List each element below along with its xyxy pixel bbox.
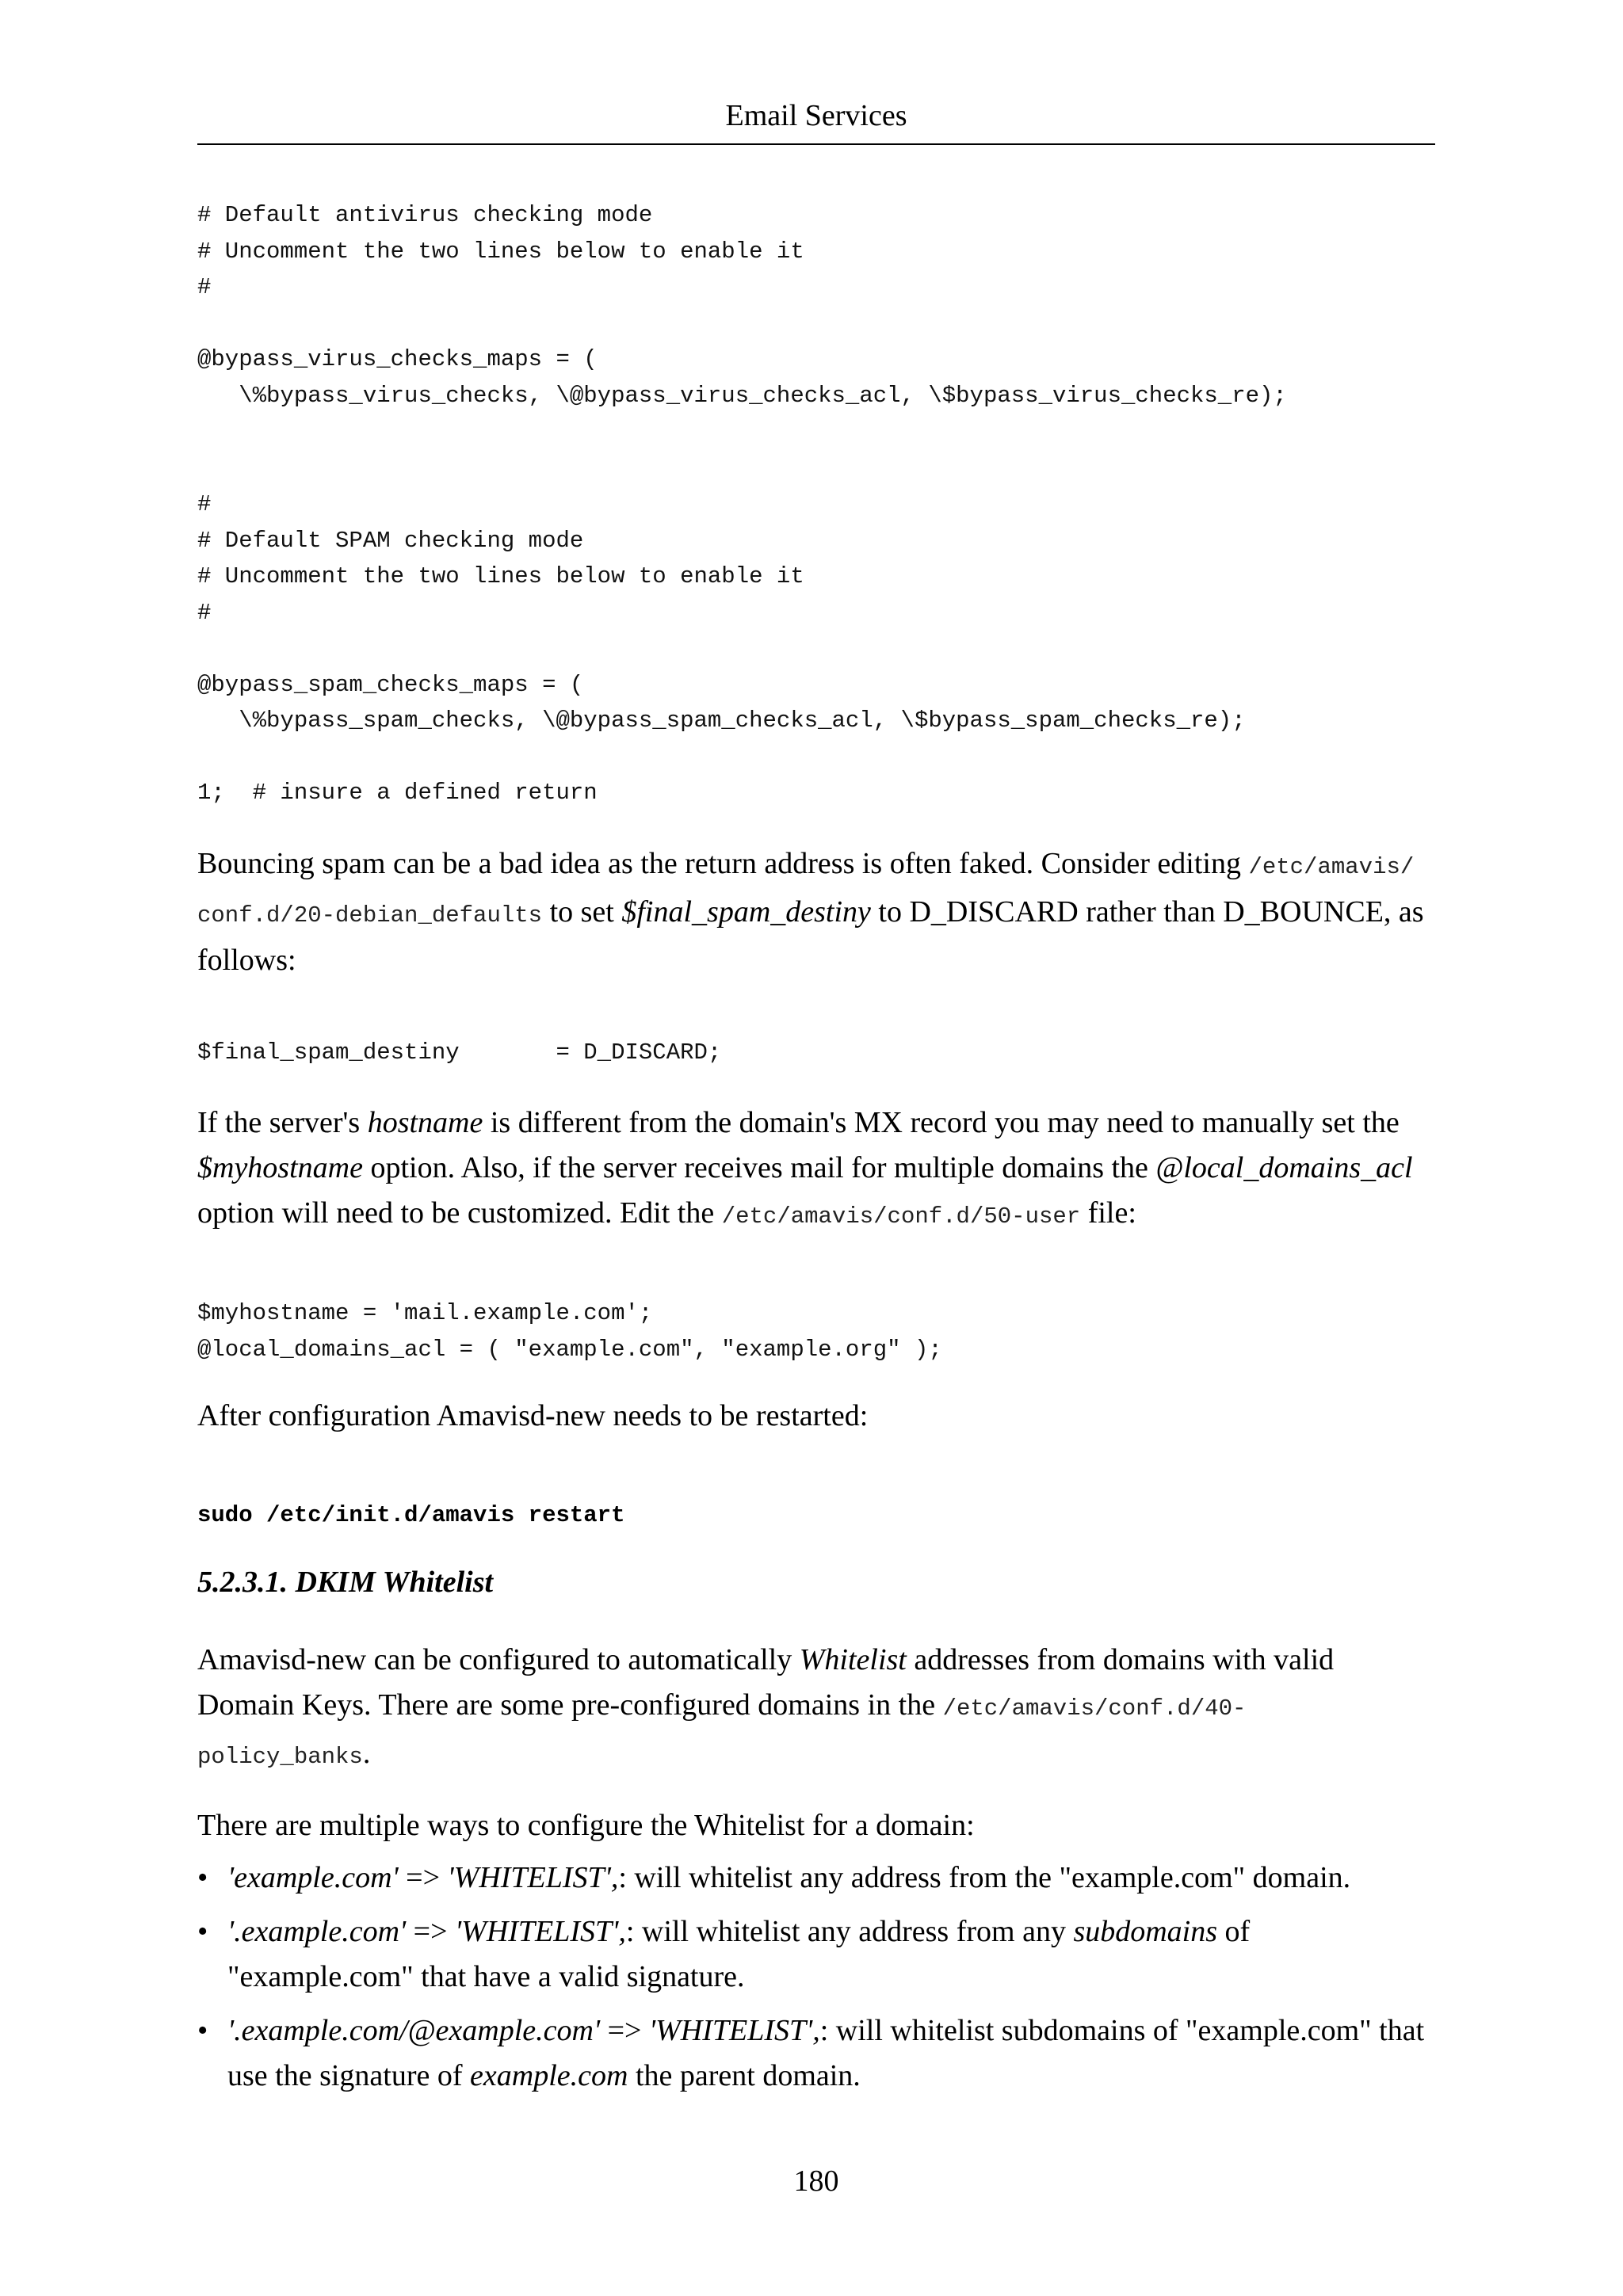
- paragraph-whitelist-ways: There are multiple ways to configure the Whitelist for a domain:: [197, 1809, 975, 1842]
- emphasis-myhostname: $myhostname: [197, 1151, 363, 1184]
- paragraph-bouncing-spam: Bouncing spam can be a bad idea as the return address is often faked. Consider editing /etc/amavis/ conf.d/20-debian_defaults to set $final_spam_destiny to D_DISCARD rather than D_BOUNCE, as follows:: [197, 847, 1424, 977]
- running-header: Email Services: [725, 99, 907, 132]
- paragraph-restart: After configuration Amavisd-new needs to be restarted:: [197, 1399, 869, 1432]
- list-item: • '.example.com' => 'WHITELIST',: will whitelist any address from any subdomains of "example.com" that have a valid signature.: [197, 1909, 1435, 2000]
- list-item: • '.example.com/@example.com' => 'WHITELIST',: will whitelist subdomains of "example.com" that use the signature of example.com the parent domain.: [197, 2008, 1435, 2099]
- inline-code-path: /etc/amavis/conf.d/50-user: [721, 1203, 1081, 1230]
- page-number: 180: [793, 2164, 839, 2198]
- code-block-spam-checks: # # Default SPAM checking mode # Uncomment the two lines below to enable it # @bypass_spam_checks_maps = ( \%bypass_spam_checks, \@bypass_spam_checks_acl, \$bypass_spam_checks_re); 1; # insure a defined return: [197, 491, 1246, 806]
- inline-code-path: /etc/amavis/conf.d/40- policy_banks: [197, 1695, 1247, 1770]
- emphasis-whitelist: Whitelist: [799, 1643, 907, 1676]
- section-heading-dkim-whitelist: 5.2.3.1. DKIM Whitelist: [197, 1566, 494, 1599]
- bullet: •: [197, 1861, 208, 1894]
- bullet: •: [197, 1915, 208, 1948]
- emphasis-local-domains-acl: @local_domains_acl: [1155, 1151, 1413, 1184]
- code-block-final-spam-destiny: $final_spam_destiny = D_DISCARD;: [197, 1039, 722, 1066]
- emphasis-variable: $final_spam_destiny: [621, 895, 871, 929]
- code-block-virus-checks: # Default antivirus checking mode # Uncomment the two lines below to enable it # @bypass_virus_checks_maps = ( \%bypass_virus_checks, \@bypass_virus_checks_acl, \$bypass_virus_checks_re);: [197, 202, 1287, 409]
- paragraph-dkim-intro: Amavisd-new can be configured to automatically Whitelist addresses from domains with valid Domain Keys. There are some pre-configured domains in the /etc/amavis/conf.d/40- policy_banks.: [197, 1643, 1335, 1770]
- inline-code-path: /etc/amavis/ conf.d/20-debian_defaults: [197, 854, 1415, 929]
- paragraph-hostname: If the server's hostname is different from the domain's MX record you may need to manually set the $myhostname option. Also, if the server receives mail for multiple domains the @local_domains_acl option will need to be customized. Edit the /etc/amavis/conf.d/50-user file:: [197, 1106, 1413, 1230]
- code-block-myhostname: $myhostname = 'mail.example.com'; @local_domains_acl = ( "example.com", "example.org" );: [197, 1300, 942, 1363]
- whitelist-options-list: [197, 1855, 1435, 2099]
- emphasis-hostname: hostname: [367, 1106, 483, 1139]
- code-block-restart-command: sudo /etc/init.d/amavis restart: [197, 1502, 625, 1528]
- list-item: • 'example.com' => 'WHITELIST',: will whitelist any address from the "example.com" domain.: [197, 1855, 1435, 1901]
- bullet: •: [197, 2014, 208, 2047]
- header-rule: [197, 143, 1435, 145]
